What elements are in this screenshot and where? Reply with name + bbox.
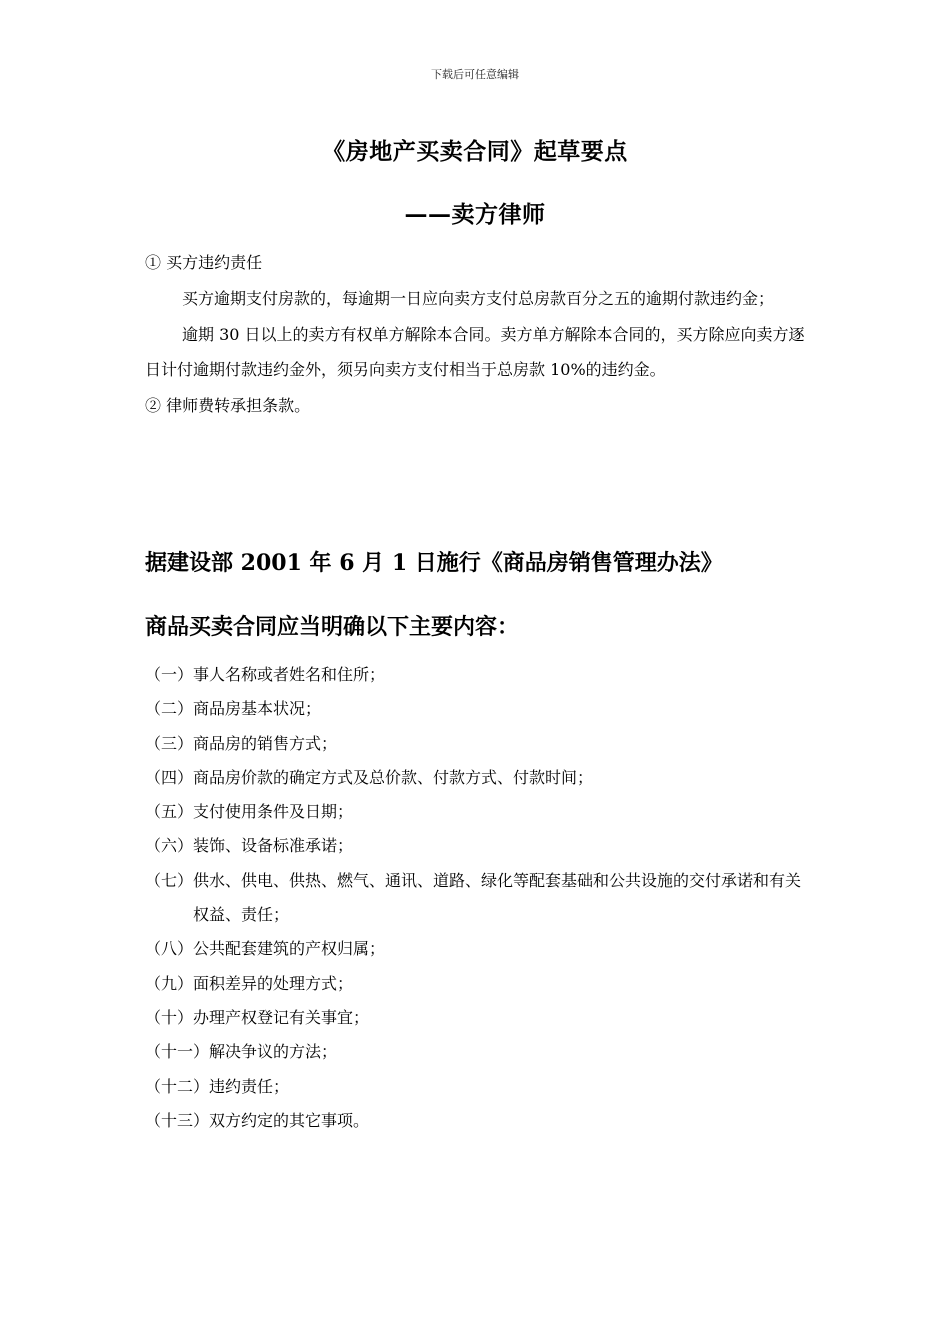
list-item (145, 829, 810, 863)
list-item (145, 1070, 810, 1104)
regulation-heading: 据建设部 2001 年 6 月 1 日施行《商品房销售管理办法》 (145, 550, 723, 576)
list-item-text: 商品房的销售方式； (193, 733, 338, 753)
list-item-number: （三） (145, 733, 194, 753)
list-item-number: （五） (145, 802, 194, 822)
page-header-note: 下载后可任意编辑 (431, 68, 519, 81)
buyer-breach-section (145, 245, 810, 424)
list-item-text: 违约责任； (209, 1076, 290, 1096)
list-item-number: （十） (145, 1007, 194, 1027)
list-item (145, 658, 810, 692)
list-item-number: （七） (145, 870, 194, 890)
list-item-number: （二） (145, 699, 194, 719)
list-item-text: 解决争议的方法； (209, 1042, 338, 1062)
list-item-text: 公共配套建筑的产权归属； (193, 939, 386, 959)
paragraph-late-payment: 买方逾期支付房款的，每逾期一日应向卖方支付总房款百分之五的逾期付款违约金； (182, 288, 775, 308)
list-item (145, 967, 810, 1001)
list-item-text: 商品房基本状况； (193, 699, 322, 719)
list-item-text: 双方约定的其它事项。 (209, 1110, 370, 1130)
list-item-number: （十三） (145, 1110, 210, 1130)
list-item-number: （四） (145, 767, 194, 787)
list-item-text: 支付使用条件及日期； (193, 802, 354, 822)
document-title: 《房地产买卖合同》起草要点 (322, 138, 628, 165)
list-item (145, 761, 810, 795)
list-item (145, 1035, 810, 1069)
list-item-text: 办理产权登记有关事宜； (193, 1007, 370, 1027)
item-label-buyer-breach: ① 买方违约责任 (145, 253, 263, 272)
list-item-text: 供水、供电、供热、燃气、通讯、道路、绿化等配套基础和公共设施的交付承诺和有关权益、责任； (193, 870, 802, 925)
list-item (145, 1104, 810, 1138)
list-item (145, 1001, 810, 1035)
list-item-number: （一） (145, 665, 194, 684)
list-item-number: （八） (145, 939, 194, 959)
list-item-number: （十一） (145, 1042, 210, 1062)
contract-content-heading: 商品买卖合同应当明确以下主要内容： (145, 614, 520, 640)
list-item-text: 面积差异的处理方式； (193, 973, 354, 993)
list-item (145, 932, 810, 966)
document-subtitle: ——卖方律师 (404, 201, 546, 228)
item-label-lawyer-fee: ② 律师费转承担条款。 (145, 396, 311, 416)
list-item-number: （六） (145, 836, 194, 856)
list-item-number: （九） (145, 973, 194, 993)
list-item-number: （十二） (145, 1076, 210, 1096)
contract-content-list (145, 658, 810, 1138)
list-item (145, 692, 810, 726)
list-item-text: 事人名称或者姓名和住所； (193, 665, 386, 684)
list-item (145, 864, 810, 933)
list-item-text: 装饰、设备标准承诺； (193, 836, 354, 856)
paragraph-termination: 逾期 30 日以上的卖方有权单方解除本合同。卖方单方解除本合同的，买方除应向卖方逐日计付逾期付款违约金外，须另向卖方支付相当于总房款 10%的违约金。 (145, 324, 805, 380)
list-item (145, 795, 810, 829)
list-item-text: 商品房价款的确定方式及总价款、付款方式、付款时间； (193, 767, 594, 787)
list-item (145, 727, 810, 761)
